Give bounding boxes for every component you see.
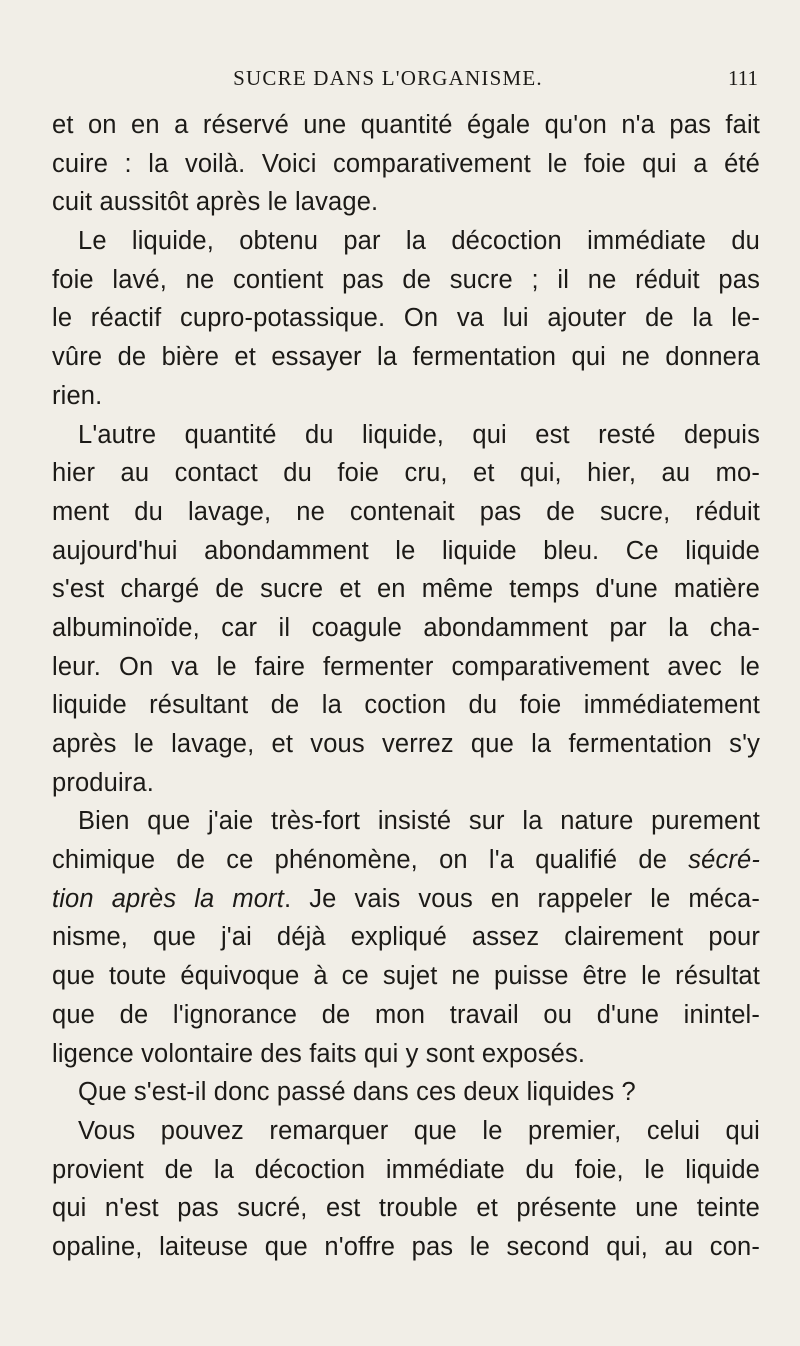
text-line: que de l'ignorance de mon travail ou d'une inintel-: [52, 1000, 760, 1029]
text-segment: . Je vais vous en rappeler le méca-: [284, 884, 760, 913]
text-line: ligence volontaire des faits qui y sont exposés.: [52, 1039, 586, 1068]
text-line: hier au contact du foie cru, et qui, hier, au mo-: [52, 459, 760, 488]
paragraph-first-line: Vous pouvez remarquer que le premier, celui qui: [78, 1116, 760, 1145]
text-line: le réactif cupro-potassique. On va lui ajouter de la le-: [52, 304, 760, 333]
italic-term: tion après la mort: [52, 884, 284, 913]
body-text: [52, 106, 760, 1267]
text-line: qui n'est pas sucré, est trouble et présente une teinte: [52, 1194, 760, 1223]
text-line: nisme, que j'ai déjà expliqué assez clairement pour: [52, 923, 760, 952]
text-line: cuire : la voilà. Voici comparativement le foie qui a été: [52, 149, 760, 178]
text-line: que toute équivoque à ce sujet ne puisse être le résultat: [52, 962, 760, 991]
running-title: SUCRE DANS L'ORGANISME.: [233, 66, 543, 90]
text-line: s'est chargé de sucre et en même temps d'une matière: [52, 575, 760, 604]
italic-term: sécré-: [688, 846, 760, 875]
text-line: albuminoïde, car il coagule abondamment par la cha-: [52, 613, 760, 642]
page-header: [0, 66, 800, 106]
text-line: foie lavé, ne contient pas de sucre ; il ne réduit pas: [52, 265, 760, 294]
text-line: vûre de bière et essayer la fermentation qui ne donnera: [52, 343, 760, 372]
text-line: produira.: [52, 768, 154, 797]
text-line: et on en a réservé une quantité égale qu'on n'a pas fait: [52, 111, 760, 139]
text-line: [52, 880, 760, 919]
text-line: leur. On va le faire fermenter comparativement avec le: [52, 652, 760, 681]
paragraph-first-line: Que s'est-il donc passé dans ces deux liquides ?: [78, 1078, 636, 1107]
paragraph-first-line: Le liquide, obtenu par la décoction immédiate du: [78, 227, 760, 256]
text-line: liquide résultant de la coction du foie immédiatement: [52, 691, 760, 720]
text-line: [52, 841, 760, 880]
text-line: aujourd'hui abondamment le liquide bleu. Ce liquide: [52, 536, 760, 565]
text-line: après le lavage, et vous verrez que la fermentation s'y: [52, 730, 760, 758]
page-number: 111: [728, 66, 758, 90]
paragraph-first-line: L'autre quantité du liquide, qui est resté depuis: [78, 420, 760, 449]
text-segment: chimique de ce phénomène, on l'a qualifié de: [52, 846, 668, 875]
text-line: opaline, laiteuse que n'offre pas le second qui, au con-: [52, 1232, 760, 1261]
text-line: cuit aussitôt après le lavage.: [52, 188, 379, 217]
text-line: rien.: [52, 381, 103, 410]
text-line: ment du lavage, ne contenait pas de sucre, réduit: [52, 497, 760, 526]
paragraph-first-line: Bien que j'aie très-fort insisté sur la nature purement: [78, 807, 760, 836]
text-line: provient de la décoction immédiate du foie, le liquide: [52, 1155, 760, 1184]
